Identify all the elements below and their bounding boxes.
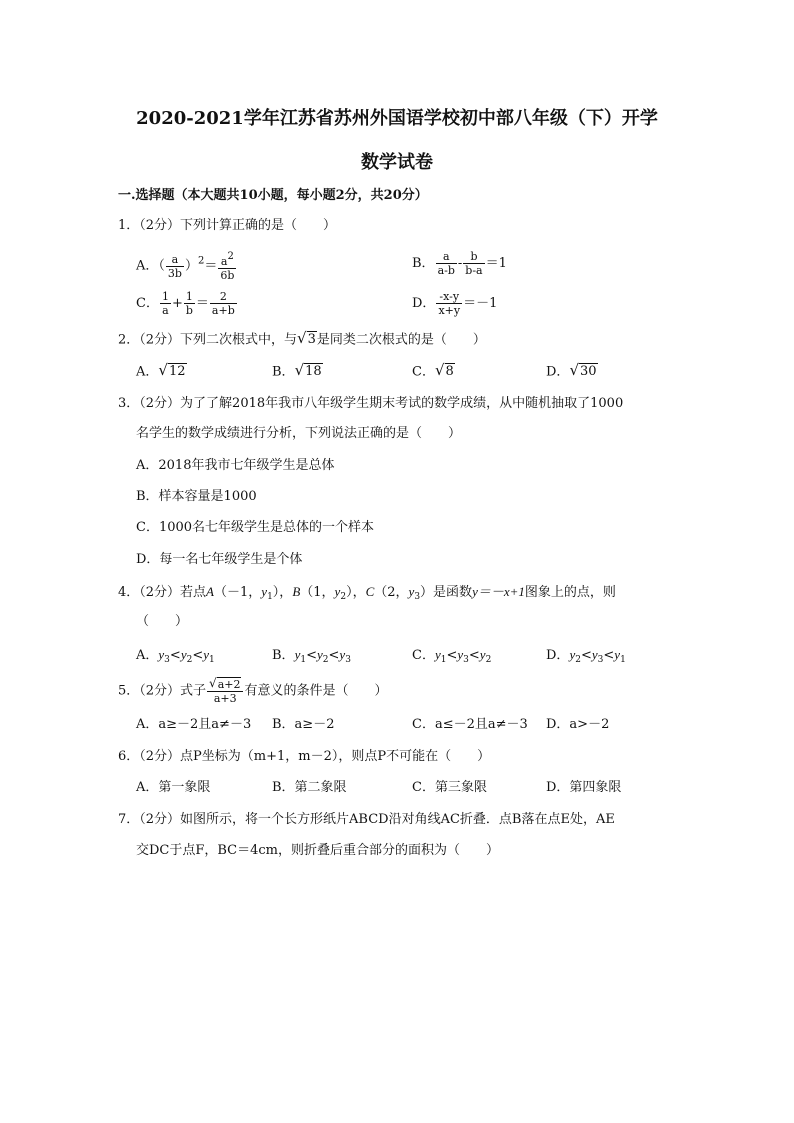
page-title-line2: 数学试卷 <box>361 152 433 173</box>
q4-option-b[interactable]: B．$y_1<y_2<y_3$ <box>272 647 351 665</box>
q7-stem-line1: 7．（2分）如图所示，将一个长方形纸片ABCD沿对角线AC折叠．点B落在点E处，AE <box>118 812 615 827</box>
q6-option-b[interactable]: B．第二象限 <box>272 780 347 795</box>
q3-option-a[interactable]: A．2018年我市七年级学生是总体 <box>136 458 335 473</box>
q4-option-a[interactable]: A．$y_3<y_2<y_1$ <box>136 647 215 665</box>
q1-option-c[interactable]: C． $\frac{1}{a}$ + $\frac{1}{b}$ ＝ $\frac{2}{a+b}$ <box>136 290 235 317</box>
q1-option-d[interactable]: D． $\frac{-x-y}{x+y}$ ＝－1 <box>412 290 498 317</box>
q4-option-d[interactable]: D．$y_2<y_3<y_1$ <box>546 647 626 665</box>
q7-stem-line2: 交DC于点F，BC＝4cm，则折叠后重合部分的面积为（ ） <box>136 843 500 858</box>
q1-stem: 1．（2分）下列计算正确的是（ ） <box>118 218 337 233</box>
q5-option-c[interactable]: C．a≤－2且a≠－3 <box>412 717 528 732</box>
q5-option-d[interactable]: D．a>－2 <box>546 717 610 732</box>
q3-option-d[interactable]: D．每一名七年级学生是个体 <box>136 552 303 567</box>
q5-stem: 5．（2分）式子 $\frac{√a+2}{a+3}$ 有意义的条件是（ ） <box>118 676 388 705</box>
q3-option-b[interactable]: B．样本容量是1000 <box>136 489 257 504</box>
q2-option-a[interactable]: A．√12 <box>136 361 186 380</box>
q2-option-d[interactable]: D．√30 <box>546 361 597 380</box>
q3-stem-line2: 名学生的数学成绩进行分析，下列说法正确的是（ ） <box>136 426 462 441</box>
q6-option-a[interactable]: A．第一象限 <box>136 780 211 795</box>
q2-option-c[interactable]: C．√8 <box>412 361 454 380</box>
q6-option-c[interactable]: C．第三象限 <box>412 780 487 795</box>
q5-option-a[interactable]: A．a≥－2且a≠－3 <box>136 717 252 732</box>
q6-stem: 6．（2分）点P坐标为（m+1，m－2），则点P不可能在（ ） <box>118 749 491 764</box>
q4-stem-line1: 4．（2分）若点A（－1，$y_1$），B（1，$y_2$），C（2，$y_3$）是函数y＝－x+1图象上的点，则 <box>118 584 616 602</box>
q3-option-c[interactable]: C．1000名七年级学生是总体的一个样本 <box>136 520 375 535</box>
q5-option-b[interactable]: B．a≥－2 <box>272 717 335 732</box>
q1-option-b[interactable]: B． $\frac{a}{a-b}$ - $\frac{b}{b-a}$ ＝1 <box>412 250 507 277</box>
q2-option-b[interactable]: B．√18 <box>272 361 322 380</box>
section-heading: 一.选择题（本大题共10小题，每小题2分，共20分） <box>118 188 428 203</box>
q4-stem-line2: （ ） <box>136 614 189 629</box>
q1-option-a[interactable]: A．（ $\frac{a}{3b}$ ）$^2$＝ $\frac{a2}{6b}$ <box>136 251 235 282</box>
q4-option-c[interactable]: C．$y_1<y_3<y_2$ <box>412 647 492 665</box>
page-title-line1: 2020-2021学年江苏省苏州外国语学校初中部八年级（下）开学 <box>136 108 658 129</box>
q3-stem-line1: 3．（2分）为了了解2018年我市八年级学生期末考试的数学成绩，从中随机抽取了1000 <box>118 396 624 411</box>
q6-option-d[interactable]: D．第四象限 <box>546 780 622 795</box>
q2-stem: 2．（2分）下列二次根式中，与√3是同类二次根式的是（ ） <box>118 329 486 348</box>
